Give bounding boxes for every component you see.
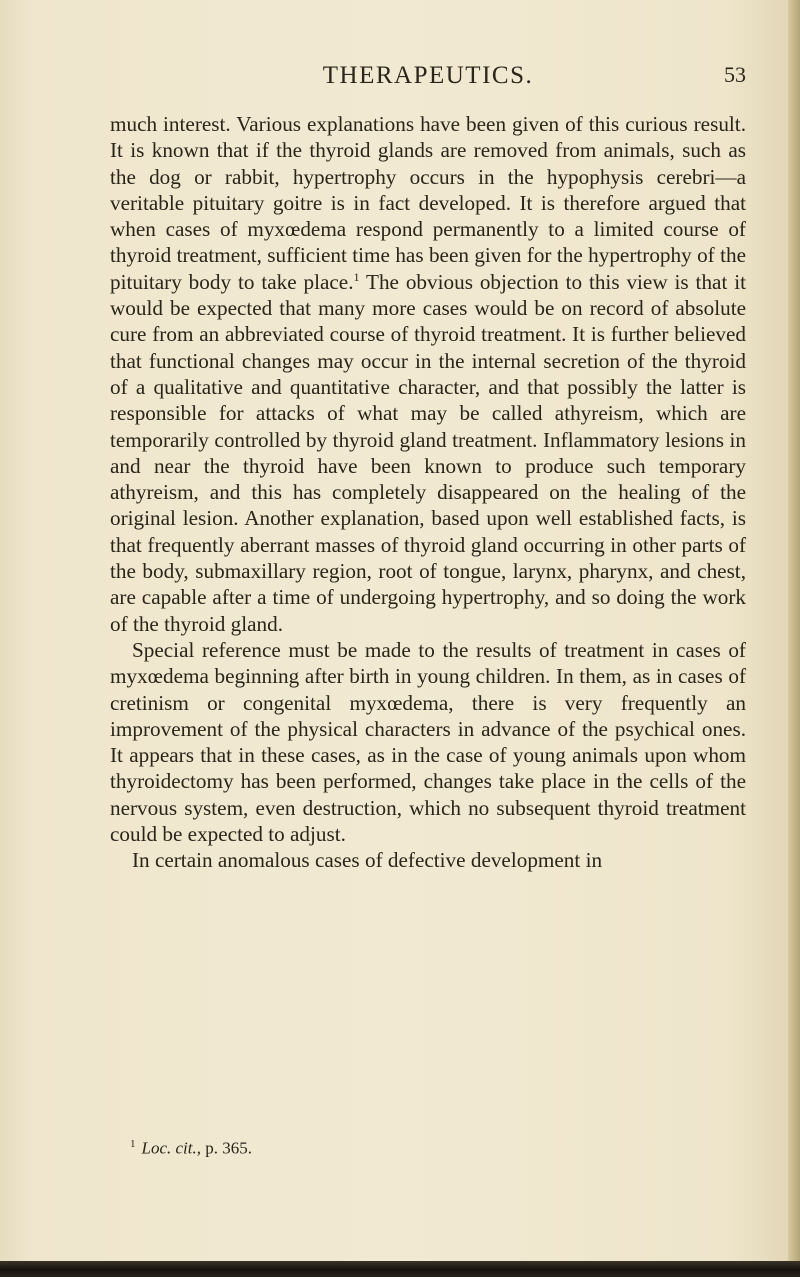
footnote-page: p. 365.	[205, 1138, 252, 1158]
page-number: 53	[724, 62, 746, 87]
paragraph-text: much interest. Various explanations have been given of this curious result. It is known that if the thyroid glands are removed from animals, such as the dog or rabbit, hypertrophy occurs in the hypophysis cerebri—a veritable pituitary goitre is in fact developed. It is therefore argued that when cases of myxœdema respond permanently to a limited course of thyroid treatment, sufficient time has been given for the hypertrophy of the pituitary body to take place.	[110, 112, 746, 294]
footnote-mark: 1	[130, 1138, 136, 1150]
paragraph: Special reference must be made to the results of treatment in cases of myxœdema beginning after birth in young children. In them, as in cases of cretinism or congenital myxœdema, there is very frequently an improvement of the physical characters in advance of the psychical ones. It appears that in these cases, as in the case of young animals upon whom thyroidectomy has been performed, changes take place in the cells of the nervous system, even destruction, which no subsequent thyroid treatment could be expected to adjust.	[110, 637, 746, 847]
body-text	[110, 111, 746, 874]
footnote-citation: Loc. cit.,	[141, 1138, 201, 1158]
page-header	[110, 62, 746, 92]
page-edge-bottom	[0, 1261, 800, 1277]
paragraph-text: The obvious objection to this view is that it would be expected that many more cases would be on record of absolute cure from an abbreviated course of thyroid treatment. It is further believed that functional changes may occur in the internal secretion of the thyroid of a qualitative and quantitative character, and that possibly the latter is responsible for attacks of what may be called athyreism, which are temporarily controlled by thyroid gland treatment. Inflammatory lesions in and near the thyroid have been known to produce such temporary athyreism, and this has completely disappeared on the healing of the original lesion. Another explanation, based upon well established facts, is that frequently aberrant masses of thyroid gland occurring in other parts of the body, submaxillary region, root of tongue, larynx, pharynx, and chest, are capable after a time of undergoing hypertrophy, and so doing the work of the thyroid gland.	[110, 269, 746, 636]
paragraph	[110, 111, 746, 637]
page-edge-right	[788, 0, 800, 1277]
footnote-reference: 1	[353, 269, 360, 284]
paragraph: In certain anomalous cases of defective development in	[132, 848, 603, 873]
footnote	[130, 1138, 252, 1159]
running-title: THERAPEUTICS.	[322, 62, 534, 89]
